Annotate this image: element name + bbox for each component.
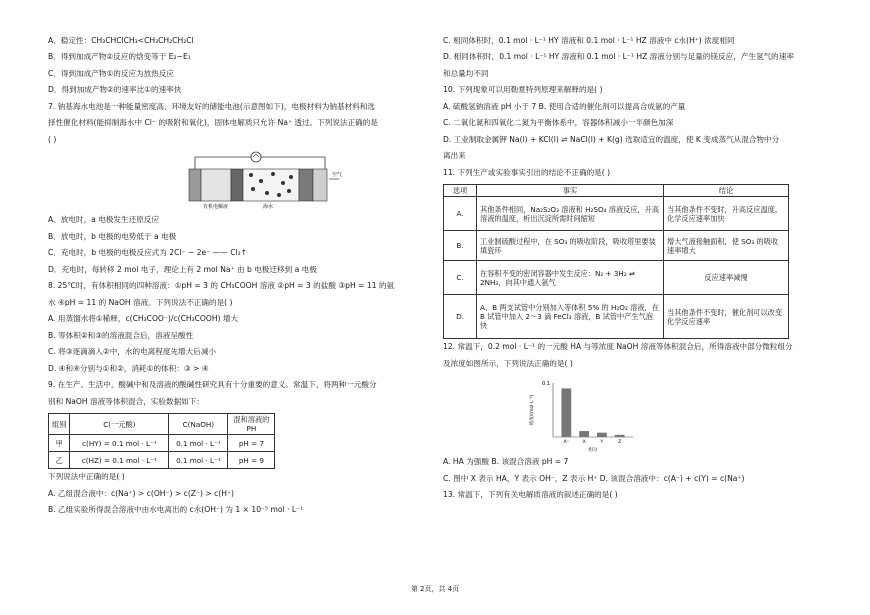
organic-electrolyte-label: 有机电解液: [203, 204, 229, 211]
q9-row2-acid: c(HZ) = 0.1 mol · L⁻¹: [70, 452, 169, 469]
q6-option-b: B．得到加成产物②反应的焓变等于 E₂−E₁: [48, 52, 191, 62]
q13-stem: 13. 常温下，下列有关电解质溶液的叙述正确的是( ): [443, 490, 618, 500]
q9-stem-1: 9. 在生产、生活中，酸碱中和及溶液的酸碱性研究具有十分重要的意义。常温下，将两种一元酸分: [48, 380, 377, 390]
q6-option-d: D．得到加成产物②的速率比①的速率快: [48, 85, 182, 95]
bar-2: [597, 433, 607, 437]
left-column: [48, 36, 426, 522]
q11-header-option: 选项: [444, 185, 477, 197]
page-footer: 第 2页，共 4页: [410, 585, 460, 593]
q8-stem-1: 8. 25℃时，有体积相同的四种溶液：①pH = 3 的 CH₃COOH 溶液 ②pH = 3 的盐酸 ③pH = 11 的氨: [48, 281, 395, 291]
q7-option-c: C．充电时，b 电极的电极反应式为 2Cl⁻ − 2e⁻ —— Cl₂↑: [48, 248, 248, 258]
q11-row-c-conclusion: 反应速率减慢: [664, 261, 789, 295]
species-bar-chart: [523, 375, 653, 455]
q9-row1-naoh: 0.1 mol · L⁻¹: [169, 435, 228, 452]
q11-row-d-option: D.: [444, 295, 477, 339]
q11-header-fact: 事实: [477, 185, 664, 197]
q11-stem: 11. 下列生产或实验事实引出的结论不正确的是( ): [443, 167, 611, 177]
q7-option-b: B．放电时，b 电极的电势低于 a 电极: [48, 231, 177, 241]
q8-option-b: B. 等体积②和③的溶液混合后，溶液呈酸性: [48, 330, 194, 340]
q6-option-a: A．稳定性：CH₃CHClCH₃<CH₃CH₂CH₂Cl: [48, 36, 194, 45]
y-axis-label: 浓度/(mol·L⁻¹): [530, 395, 535, 426]
q8-stem-2: 水 ④pH = 11 的 NaOH 溶液。下列说法不正确的是( ): [48, 297, 233, 307]
q7-stem-2: 择性催化材料(能抑制海水中 Cl⁻ 的吸附和氧化)，固体电解质只允许 Na⁺ 透过。下列说法正确的是: [48, 118, 378, 128]
q7-stem-1: 7. 钠基海水电池是一种能量密度高、环境友好的储能电池(示意图如下)，电极材料为钠基材料和选: [48, 101, 375, 111]
q11-table: [443, 184, 789, 339]
q7-stem-3: ( ): [48, 134, 57, 144]
q11-row-c-option: C.: [444, 261, 477, 295]
q9-table: [48, 413, 275, 469]
q11-row-a-fact: 其他条件相同，Na₂S₂O₃ 溶液和 H₂SO₄ 溶液反应，升高溶液的温度，析出沉淀所需时间缩短: [477, 197, 664, 231]
q9-row1-acid: c(HY) = 0.1 mol · L⁻¹: [70, 435, 169, 452]
q9-header-group: 组别: [49, 414, 70, 435]
q10-option-d-1: D. 工业制取金属钾 Na(l) + KCl(l) ⇌ NaCl(l) + K(g) 选取适宜的温度，使 K 变成蒸气从混合物中分: [443, 134, 780, 144]
q12-options-ab: A. HA 为强酸 B. 该混合溶液 pH = 7: [443, 457, 569, 467]
q11-row-d-conclusion: 当其他条件不变时，催化剂可以改变化学反应速率: [664, 295, 789, 339]
q9-header-ph: 混和溶液的 PH: [228, 414, 275, 435]
q9-row2-naoh: 0.1 mol · L⁻¹: [169, 452, 228, 469]
q9-question: 下列说法中正确的是( ): [48, 472, 125, 482]
q9-option-c: C. 相同体积时，0.1 mol · L⁻¹ HY 溶液和 0.1 mol · L⁻¹ HZ 溶液中 c水(H⁺) 浓度相同: [443, 36, 735, 45]
bar-3: [615, 435, 625, 437]
q12-stem-2: 及浓度如图所示，下列说法正确的是( ): [443, 358, 573, 368]
air-label: 空气: [332, 172, 343, 179]
q9-stem-2: 别和 NaOH 溶液等体积混合，实验数据如下：: [48, 396, 204, 406]
q11-row-a-option: A.: [444, 197, 477, 231]
q6-option-c: C．得到加成产物①的反应为放热反应: [48, 68, 175, 78]
q11-row-b-fact: 工业制硫酸过程中，在 SO₃ 的吸收阶段，吸收塔里要装填瓷环: [477, 231, 664, 261]
bar-0: [561, 389, 571, 438]
q10-option-d-2: 离出来: [443, 151, 466, 161]
q7-option-a: A．放电时，a 电极发生还原反应: [48, 215, 159, 225]
q8-option-a: A. 用蒸馏水将①稀释，c(CH₃COO⁻)/c(CH₃COOH) 增大: [48, 314, 239, 324]
q11-row-d-fact: A、B 两支试管中分别加入等体积 5% 的 H₂O₂ 溶液，在 B 试管中加入 2～3 滴 FeCl₃ 溶液，B 试管中产生气泡快: [477, 295, 664, 339]
q9-row2-ph: pH = 9: [228, 452, 275, 469]
q8-option-d: D. ④和④分别与①和②，消耗①的体积：③ > ④: [48, 363, 209, 373]
q12-stem-1: 12. 常温下，0.2 mol · L⁻¹ 的一元酸 HA 与等浓度 NaOH 溶液等体积混合后，所得溶液中部分微粒组分: [443, 342, 793, 352]
q12-chart-area: [443, 375, 821, 457]
x-axis-label: 组分: [588, 448, 598, 454]
x-tick-label-0: A⁻: [563, 440, 570, 446]
q9-option-a: A. 乙组混合液中：c(Na⁺) > c(OH⁻) > c(Z⁻) > c(H⁺): [48, 488, 234, 498]
x-tick-label-1: X: [582, 440, 586, 446]
q11-row-c-fact: 在容积不变的密闭容器中发生反应：N₂ + 3H₂ ⇌ 2NH₃，向其中通入氩气: [477, 261, 664, 295]
q9-header-naoh: C(NaOH): [169, 414, 228, 435]
x-tick-label-3: Z: [618, 440, 622, 446]
y-tick-label: 0.1: [542, 381, 550, 388]
q11-row-a-conclusion: 当其他条件不变时，升高反应温度，化学反应速率加快: [664, 197, 789, 231]
x-tick-label-2: Y: [600, 440, 604, 446]
q9-option-b: B. 乙组实验所得混合溶液中由水电离出的 c水(OH⁻) 为 1 × 10⁻⁵ mol · L⁻¹: [48, 505, 304, 515]
q9-option-d-2: 和总量均不同: [443, 68, 489, 78]
q9-option-d-1: D. 相同体积时，0.1 mol · L⁻¹ HY 溶液和 0.1 mol · L⁻¹ HZ 溶液分别与足量的镁反应，产生氢气的速率: [443, 52, 794, 62]
q11-row-b-option: B.: [444, 231, 477, 261]
q9-header-acid: C(一元酸): [70, 414, 169, 435]
q10-options-ab: A. 硫酸氢钠溶液 pH 小于 7 B. 使用合适的催化剂可以提高合成氨的产量: [443, 101, 686, 111]
q11-header-conclusion: 结论: [664, 185, 789, 197]
q11-row-b-conclusion: 增大气液接触面积，使 SO₃ 的吸收速率增大: [664, 231, 789, 261]
q9-row1-group: 甲: [49, 435, 70, 452]
bar-1: [579, 431, 589, 437]
q12-options-cd: C. 图中 X 表示 HA，Y 表示 OH⁻，Z 表示 H⁺ D. 该混合溶液中：c(A⁻) + c(Y) = c(Na⁺): [443, 473, 745, 483]
q9-row1-ph: pH = 7: [228, 435, 275, 452]
q10-stem: 10. 下列现象可以用勒夏特列原理来解释的是( ): [443, 85, 603, 95]
right-column: [443, 36, 821, 507]
q10-option-c: C. 二氧化氮和四氧化二氮为平衡体系中，容器体积减小一半颜色加深: [443, 118, 674, 128]
seawater-label: 海水: [263, 204, 274, 211]
q7-option-d: D．充电时，每转移 2 mol 电子，理论上有 2 mol Na⁺ 由 b 电极迁移到 a 电极: [48, 264, 317, 274]
q9-row2-group: 乙: [49, 452, 70, 469]
battery-diagram: [48, 151, 426, 211]
q8-option-c: C. 将③逐滴滴入②中，水的电离程度先增大后减小: [48, 347, 217, 357]
